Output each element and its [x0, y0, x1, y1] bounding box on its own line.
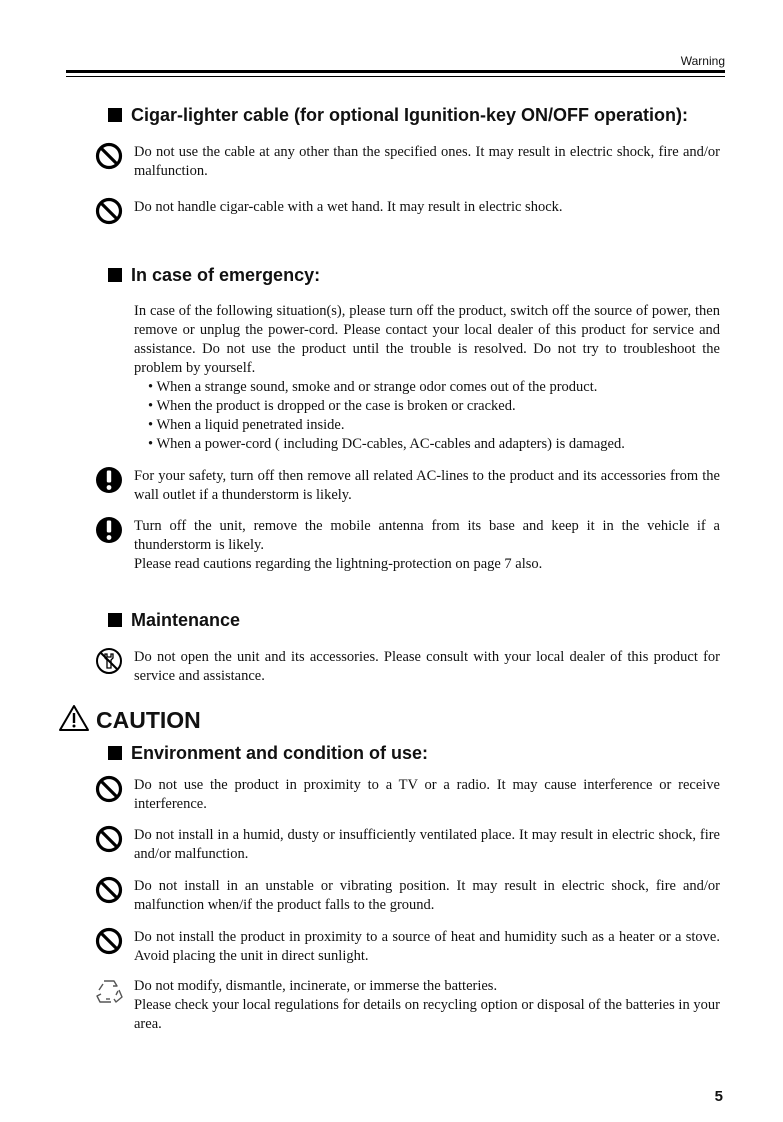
caution-item [134, 776, 720, 814]
prohibition-icon [94, 875, 124, 905]
prohibition-icon [94, 196, 124, 226]
running-header: Warning [680, 54, 725, 68]
prohibition-icon [94, 824, 124, 854]
item-text: Do not use the product in proximity to a TV or a radio. It may cause interference or receive interference. [134, 777, 720, 812]
emergency-intro: In case of the following situation(s), please turn off the product, switch off the source of power, then remove or unplug the power-cord. Please contact your local dealer of this product for service and assistance. Do not use the product until the trouble is resolved. Do not try to troubleshoot the problem by yourself. [134, 303, 720, 376]
no-disassembly-icon [94, 646, 124, 676]
warning-triangle-icon [58, 704, 90, 732]
heading-text: Maintenance [131, 610, 241, 630]
list-item: • When a strange sound, smoke and or strange odor comes out of the product. [148, 378, 718, 397]
item-text: Do not use the cable at any other than the specified ones. It may result in electric shock, fire and/or malfunction. [134, 144, 720, 179]
item-text: Do not open the unit and its accessories. Please consult with your local dealer of this product for service and assistance. [134, 649, 720, 684]
warning-item [134, 198, 720, 217]
prohibition-icon [94, 926, 124, 956]
heading-text: In case of emergency: [131, 265, 321, 285]
section-heading-emergency [108, 264, 320, 286]
item-text-secondary: Please read cautions regarding the lightning-protection on page 7 also. [134, 556, 543, 572]
item-text: For your safety, turn off then remove all related AC-lines to the product and its accessories from the wall outlet if a thunderstorm is likely. [134, 468, 720, 503]
caution-label: CAUTION [96, 707, 201, 733]
mandatory-action-icon [94, 465, 124, 495]
warning-item [134, 648, 720, 686]
prohibition-icon [94, 774, 124, 804]
page-number: 5 [714, 1088, 723, 1105]
heading-square-icon [108, 613, 122, 627]
list-item: • When a power-cord ( including DC-cables, AC-cables and adapters) is damaged. [148, 435, 718, 454]
item-text: Do not modify, dismantle, incinerate, or immerse the batteries. [134, 978, 498, 994]
heading-square-icon [108, 746, 122, 760]
list-item: • When the product is dropped or the case is broken or cracked. [148, 397, 718, 416]
heading-text: Cigar-lighter cable (for optional Igunition-key ON/OFF operation): [131, 105, 688, 125]
warning-item [134, 143, 720, 181]
section-heading-environment [108, 742, 428, 764]
caution-item [134, 928, 720, 966]
item-text: Do not install in an unstable or vibrating position. It may result in electric shock, fire and/or malfunction when/if the product falls to the ground. [134, 878, 720, 913]
mandatory-action-icon [94, 515, 124, 545]
warning-item [134, 467, 720, 505]
header-rule-thin [66, 76, 725, 77]
emergency-bullet-list [148, 378, 718, 454]
item-text: Do not install the product in proximity to a source of heat and humidity such as a heater or a stove. Avoid placing the unit in direct sunlight. [134, 929, 720, 964]
list-item: • When a liquid penetrated inside. [148, 416, 718, 435]
caution-item [134, 877, 720, 915]
section-heading-cigar [108, 104, 688, 126]
caution-item [134, 826, 720, 864]
manual-page [66, 0, 725, 1122]
prohibition-icon [94, 141, 124, 171]
section-heading-maintenance [108, 609, 240, 631]
header-rule [66, 70, 725, 73]
warning-item [134, 517, 720, 574]
recycle-icon [94, 975, 124, 1005]
caution-item [134, 977, 720, 1034]
heading-text: Environment and condition of use: [131, 743, 428, 763]
heading-square-icon [108, 268, 122, 282]
item-text: Do not handle cigar-cable with a wet hand. It may result in electric shock. [134, 199, 563, 215]
item-text: Turn off the unit, remove the mobile antenna from its base and keep it in the vehicle if a thunderstorm is likely. [134, 518, 720, 553]
caution-heading [58, 704, 201, 735]
item-text-secondary: Please check your local regulations for details on recycling option or disposal of the batteries in your area. [134, 997, 720, 1032]
heading-square-icon [108, 108, 122, 122]
item-text: Do not install in a humid, dusty or insufficiently ventilated place. It may result in electric shock, fire and/or malfunction. [134, 827, 720, 862]
